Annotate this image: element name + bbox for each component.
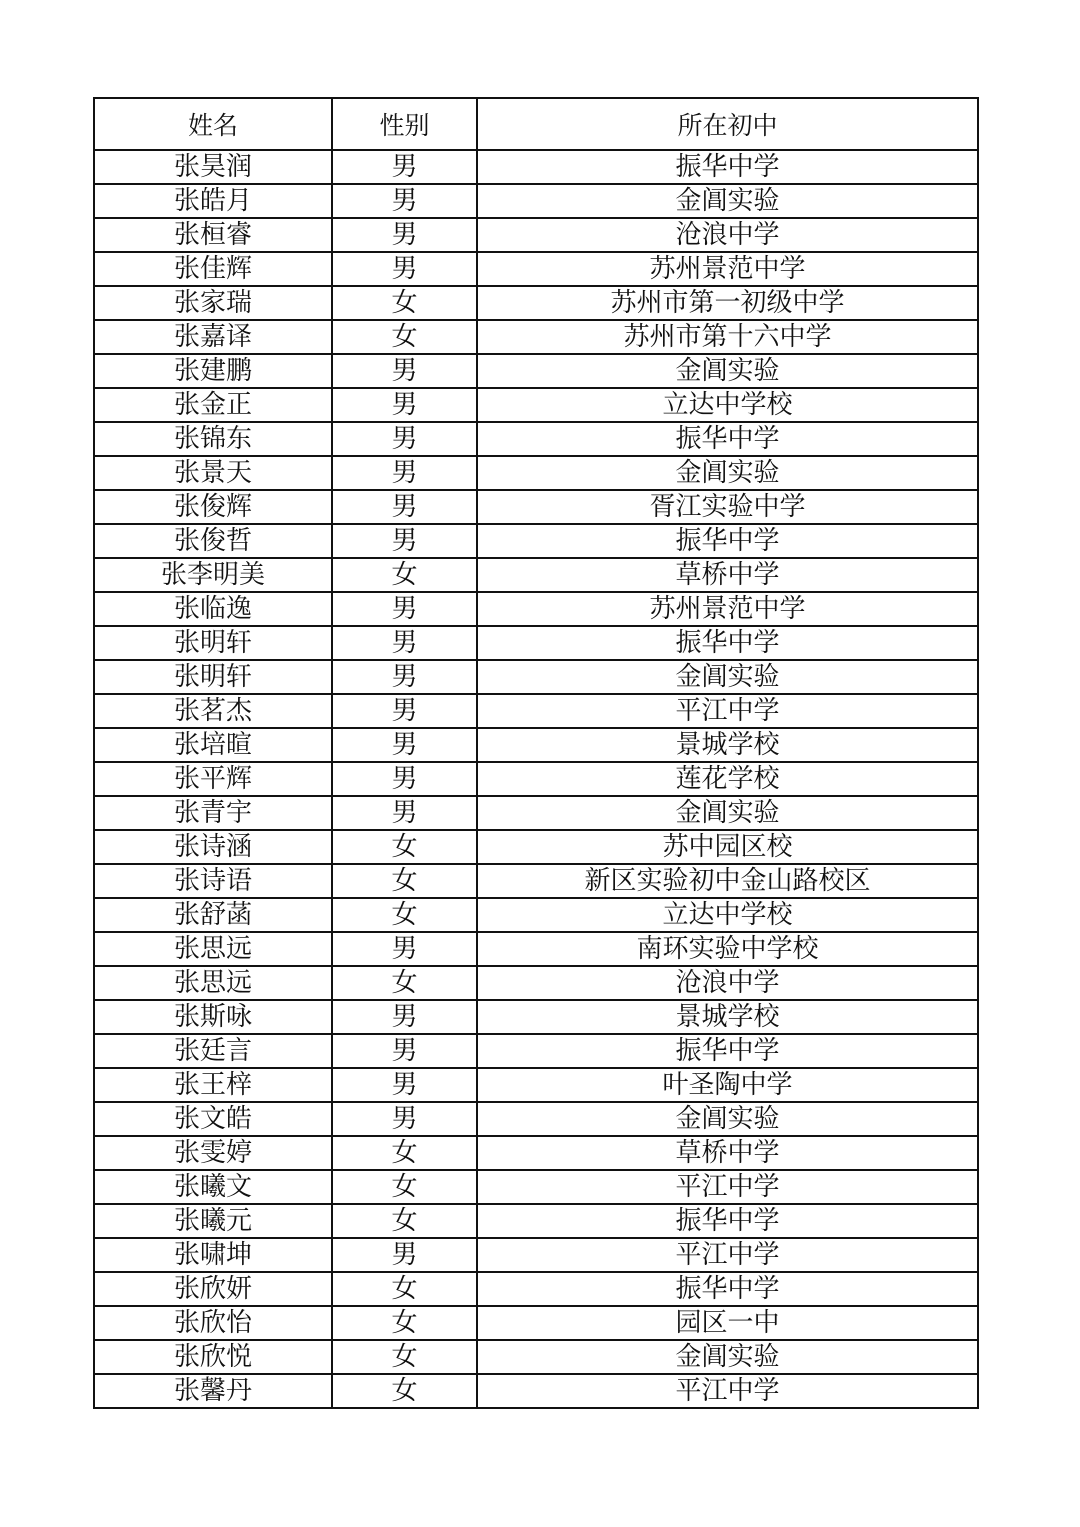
table-row	[94, 490, 978, 524]
school-cell: 苏州市第一初级中学	[477, 286, 978, 320]
school-cell: 振华中学	[477, 524, 978, 558]
gender-cell: 女	[332, 1170, 477, 1204]
student-name-cell: 张建鹏	[94, 354, 332, 388]
gender-cell: 男	[332, 1000, 477, 1034]
student-name-cell: 张锦东	[94, 422, 332, 456]
table-row	[94, 1034, 978, 1068]
gender-cell: 男	[332, 524, 477, 558]
gender-cell: 女	[332, 864, 477, 898]
school-cell: 金阊实验	[477, 660, 978, 694]
school-cell: 苏州景范中学	[477, 252, 978, 286]
gender-cell: 女	[332, 320, 477, 354]
table-row	[94, 1340, 978, 1374]
table-row	[94, 354, 978, 388]
student-name-cell: 张斯咏	[94, 1000, 332, 1034]
gender-cell: 男	[332, 660, 477, 694]
student-name-cell: 张诗涵	[94, 830, 332, 864]
gender-cell: 女	[332, 966, 477, 1000]
student-name-cell: 张俊辉	[94, 490, 332, 524]
student-name-cell: 张明轩	[94, 660, 332, 694]
table-row	[94, 626, 978, 660]
student-name-cell: 张家瑞	[94, 286, 332, 320]
school-cell: 苏州市第十六中学	[477, 320, 978, 354]
table-row	[94, 660, 978, 694]
gender-cell: 女	[332, 1340, 477, 1374]
student-name-cell: 张曦元	[94, 1204, 332, 1238]
table-row	[94, 286, 978, 320]
school-cell: 金阊实验	[477, 1102, 978, 1136]
table-row	[94, 524, 978, 558]
school-cell: 振华中学	[477, 626, 978, 660]
gender-cell: 男	[332, 796, 477, 830]
table-row	[94, 762, 978, 796]
table-row	[94, 1204, 978, 1238]
table-row	[94, 1272, 978, 1306]
school-cell: 金阊实验	[477, 796, 978, 830]
table-header	[94, 98, 978, 150]
gender-cell: 男	[332, 932, 477, 966]
gender-cell: 男	[332, 456, 477, 490]
table-row	[94, 388, 978, 422]
school-cell: 平江中学	[477, 1170, 978, 1204]
student-name-cell: 张嘉译	[94, 320, 332, 354]
student-name-cell: 张欣悦	[94, 1340, 332, 1374]
student-name-cell: 张临逸	[94, 592, 332, 626]
table-row	[94, 150, 978, 184]
table-row	[94, 218, 978, 252]
school-cell: 叶圣陶中学	[477, 1068, 978, 1102]
table-row	[94, 1102, 978, 1136]
school-cell: 振华中学	[477, 150, 978, 184]
school-cell: 平江中学	[477, 694, 978, 728]
table-row	[94, 898, 978, 932]
table-row	[94, 1000, 978, 1034]
gender-cell: 女	[332, 286, 477, 320]
gender-cell: 男	[332, 762, 477, 796]
table-row	[94, 1068, 978, 1102]
student-name-cell: 张茗杰	[94, 694, 332, 728]
gender-cell: 男	[332, 694, 477, 728]
school-cell: 金阊实验	[477, 354, 978, 388]
gender-cell: 男	[332, 252, 477, 286]
gender-cell: 女	[332, 1374, 477, 1408]
table-row	[94, 184, 978, 218]
table-row	[94, 1136, 978, 1170]
school-cell: 平江中学	[477, 1238, 978, 1272]
student-name-cell: 张诗语	[94, 864, 332, 898]
column-header-school: 所在初中	[477, 98, 978, 150]
table-row	[94, 422, 978, 456]
student-name-cell: 张景天	[94, 456, 332, 490]
student-name-cell: 张李明美	[94, 558, 332, 592]
table-row	[94, 1170, 978, 1204]
school-cell: 莲花学校	[477, 762, 978, 796]
gender-cell: 女	[332, 1204, 477, 1238]
table-row	[94, 932, 978, 966]
student-name-cell: 张文皓	[94, 1102, 332, 1136]
column-header-gender: 性别	[332, 98, 477, 150]
student-name-cell: 张王梓	[94, 1068, 332, 1102]
table-row	[94, 320, 978, 354]
school-cell: 景城学校	[477, 1000, 978, 1034]
student-name-cell: 张舒菡	[94, 898, 332, 932]
table-row	[94, 558, 978, 592]
gender-cell: 男	[332, 354, 477, 388]
student-name-cell: 张廷言	[94, 1034, 332, 1068]
table-body	[94, 150, 978, 1408]
student-name-cell: 张平辉	[94, 762, 332, 796]
student-name-cell: 张思远	[94, 966, 332, 1000]
student-name-cell: 张欣怡	[94, 1306, 332, 1340]
student-name-cell: 张啸坤	[94, 1238, 332, 1272]
gender-cell: 女	[332, 1306, 477, 1340]
table-row	[94, 1238, 978, 1272]
gender-cell: 女	[332, 1272, 477, 1306]
student-name-cell: 张培暄	[94, 728, 332, 762]
gender-cell: 女	[332, 558, 477, 592]
gender-cell: 男	[332, 1102, 477, 1136]
school-cell: 沧浪中学	[477, 218, 978, 252]
student-name-cell: 张明轩	[94, 626, 332, 660]
gender-cell: 男	[332, 422, 477, 456]
school-cell: 沧浪中学	[477, 966, 978, 1000]
school-cell: 金阊实验	[477, 1340, 978, 1374]
gender-cell: 男	[332, 1068, 477, 1102]
school-cell: 南环实验中学校	[477, 932, 978, 966]
school-cell: 立达中学校	[477, 388, 978, 422]
gender-cell: 男	[332, 1238, 477, 1272]
student-name-cell: 张思远	[94, 932, 332, 966]
table-row	[94, 1374, 978, 1408]
student-name-cell: 张佳辉	[94, 252, 332, 286]
table-row	[94, 252, 978, 286]
table-row	[94, 796, 978, 830]
student-roster-table	[93, 97, 979, 1409]
table-row	[94, 830, 978, 864]
school-cell: 金阊实验	[477, 184, 978, 218]
gender-cell: 男	[332, 626, 477, 660]
school-cell: 新区实验初中金山路校区	[477, 864, 978, 898]
table-row	[94, 456, 978, 490]
column-header-name: 姓名	[94, 98, 332, 150]
table-row	[94, 728, 978, 762]
student-name-cell: 张雯婷	[94, 1136, 332, 1170]
gender-cell: 男	[332, 592, 477, 626]
school-cell: 金阊实验	[477, 456, 978, 490]
school-cell: 平江中学	[477, 1374, 978, 1408]
table-row	[94, 592, 978, 626]
student-name-cell: 张金正	[94, 388, 332, 422]
school-cell: 景城学校	[477, 728, 978, 762]
school-cell: 苏州景范中学	[477, 592, 978, 626]
student-name-cell: 张皓月	[94, 184, 332, 218]
gender-cell: 男	[332, 388, 477, 422]
student-name-cell: 张欣妍	[94, 1272, 332, 1306]
school-cell: 苏中园区校	[477, 830, 978, 864]
school-cell: 立达中学校	[477, 898, 978, 932]
school-cell: 振华中学	[477, 422, 978, 456]
school-cell: 草桥中学	[477, 1136, 978, 1170]
header-row	[94, 98, 978, 150]
school-cell: 园区一中	[477, 1306, 978, 1340]
table-row	[94, 1306, 978, 1340]
gender-cell: 男	[332, 1034, 477, 1068]
roster-sheet	[93, 97, 977, 1409]
school-cell: 草桥中学	[477, 558, 978, 592]
school-cell: 振华中学	[477, 1204, 978, 1238]
student-name-cell: 张桓睿	[94, 218, 332, 252]
student-name-cell: 张曦文	[94, 1170, 332, 1204]
gender-cell: 女	[332, 1136, 477, 1170]
gender-cell: 女	[332, 898, 477, 932]
gender-cell: 男	[332, 184, 477, 218]
gender-cell: 男	[332, 490, 477, 524]
school-cell: 振华中学	[477, 1034, 978, 1068]
table-row	[94, 966, 978, 1000]
student-name-cell: 张俊哲	[94, 524, 332, 558]
gender-cell: 男	[332, 728, 477, 762]
student-name-cell: 张馨丹	[94, 1374, 332, 1408]
student-name-cell: 张昊润	[94, 150, 332, 184]
gender-cell: 男	[332, 218, 477, 252]
student-name-cell: 张青宇	[94, 796, 332, 830]
gender-cell: 女	[332, 830, 477, 864]
school-cell: 振华中学	[477, 1272, 978, 1306]
table-row	[94, 694, 978, 728]
table-row	[94, 864, 978, 898]
school-cell: 胥江实验中学	[477, 490, 978, 524]
gender-cell: 男	[332, 150, 477, 184]
